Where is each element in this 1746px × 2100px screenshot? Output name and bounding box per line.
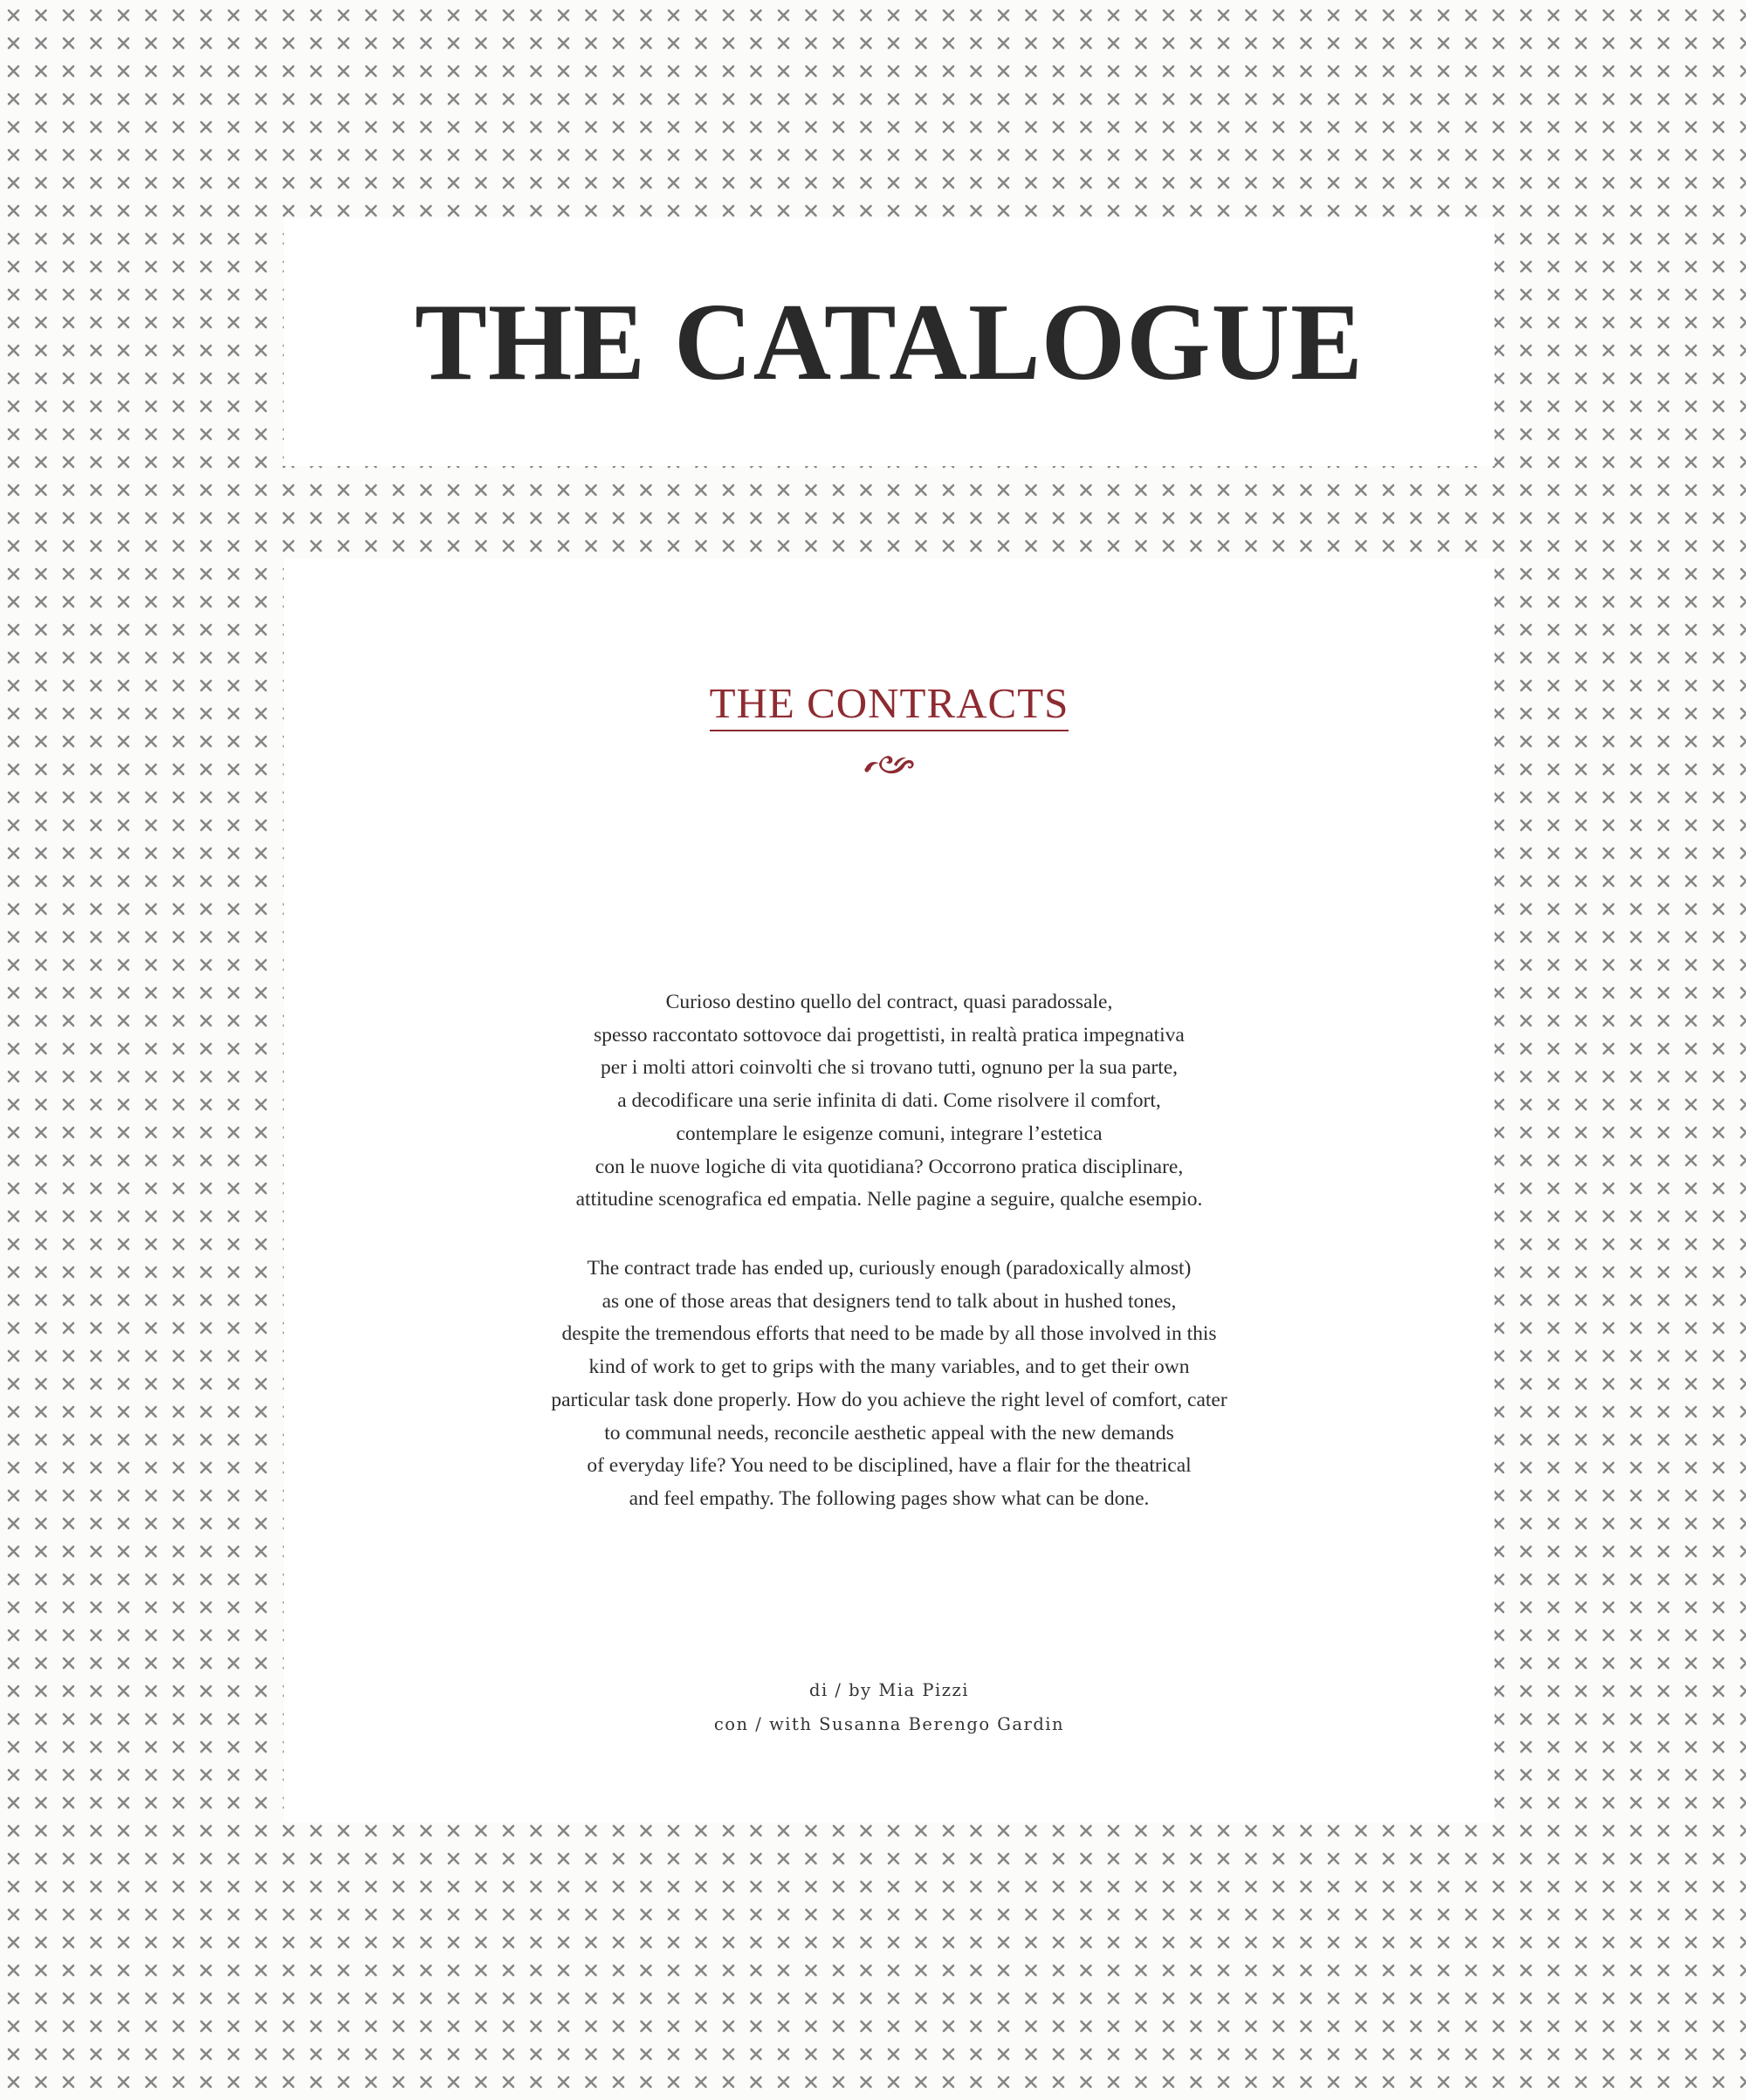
italian-paragraph <box>284 986 1495 1217</box>
section-header <box>284 679 1495 775</box>
italian-line: contemplare le esigenze comuni, integrare l’estetica <box>676 1122 1103 1145</box>
english-line: The contract trade has ended up, curiously enough (paradoxically almost) <box>587 1257 1192 1280</box>
english-line: to communal needs, reconcile aesthetic appeal with the new demands <box>604 1421 1174 1445</box>
section-title: THE CONTRACTS <box>710 679 1069 731</box>
contributor-credit: con / with Susanna Berengo Gardin <box>713 1714 1065 1734</box>
english-line: kind of work to get to grips with the many variables, and to get their own <box>588 1355 1190 1379</box>
english-line: as one of those areas that designers tend to talk about in hushed tones, <box>601 1289 1177 1313</box>
italian-line: spesso raccontato sottovoce dai progettisti, in realtà pratica impegnativa <box>594 1023 1185 1047</box>
english-line: of everyday life? You need to be disciplined, have a flair for the theatrical <box>587 1454 1192 1478</box>
credits <box>284 1673 1495 1741</box>
italian-line: attitudine scenografica ed empatia. Nelle pagine a seguire, qualche esempio. <box>575 1188 1203 1211</box>
italian-line: per i molti attori coinvolti che si trovano tutti, ognuno per la sua parte, <box>600 1056 1179 1080</box>
english-paragraph <box>284 1252 1495 1516</box>
italian-line: a decodificare una serie infinita di dati. Come risolvere il comfort, <box>617 1089 1161 1113</box>
italian-line: Curioso destino quello del contract, quasi paradossale, <box>665 991 1113 1013</box>
english-line: and feel empathy. The following pages show what can be done. <box>629 1486 1150 1510</box>
page-title: THE CATALOGUE <box>415 280 1364 403</box>
fleuron-ornament-icon <box>863 751 917 775</box>
italian-line: con le nuove logiche di vita quotidiana? Occorrono pratica disciplinare, <box>595 1155 1184 1178</box>
english-line: particular task done properly. How do you achieve the right level of comfort, cater <box>551 1388 1227 1411</box>
english-line: despite the tremendous efforts that need to be made by all those involved in this <box>561 1322 1217 1346</box>
title-panel <box>284 218 1495 466</box>
content-panel <box>284 559 1495 1822</box>
author-credit: di / by Mia Pizzi <box>808 1680 970 1700</box>
